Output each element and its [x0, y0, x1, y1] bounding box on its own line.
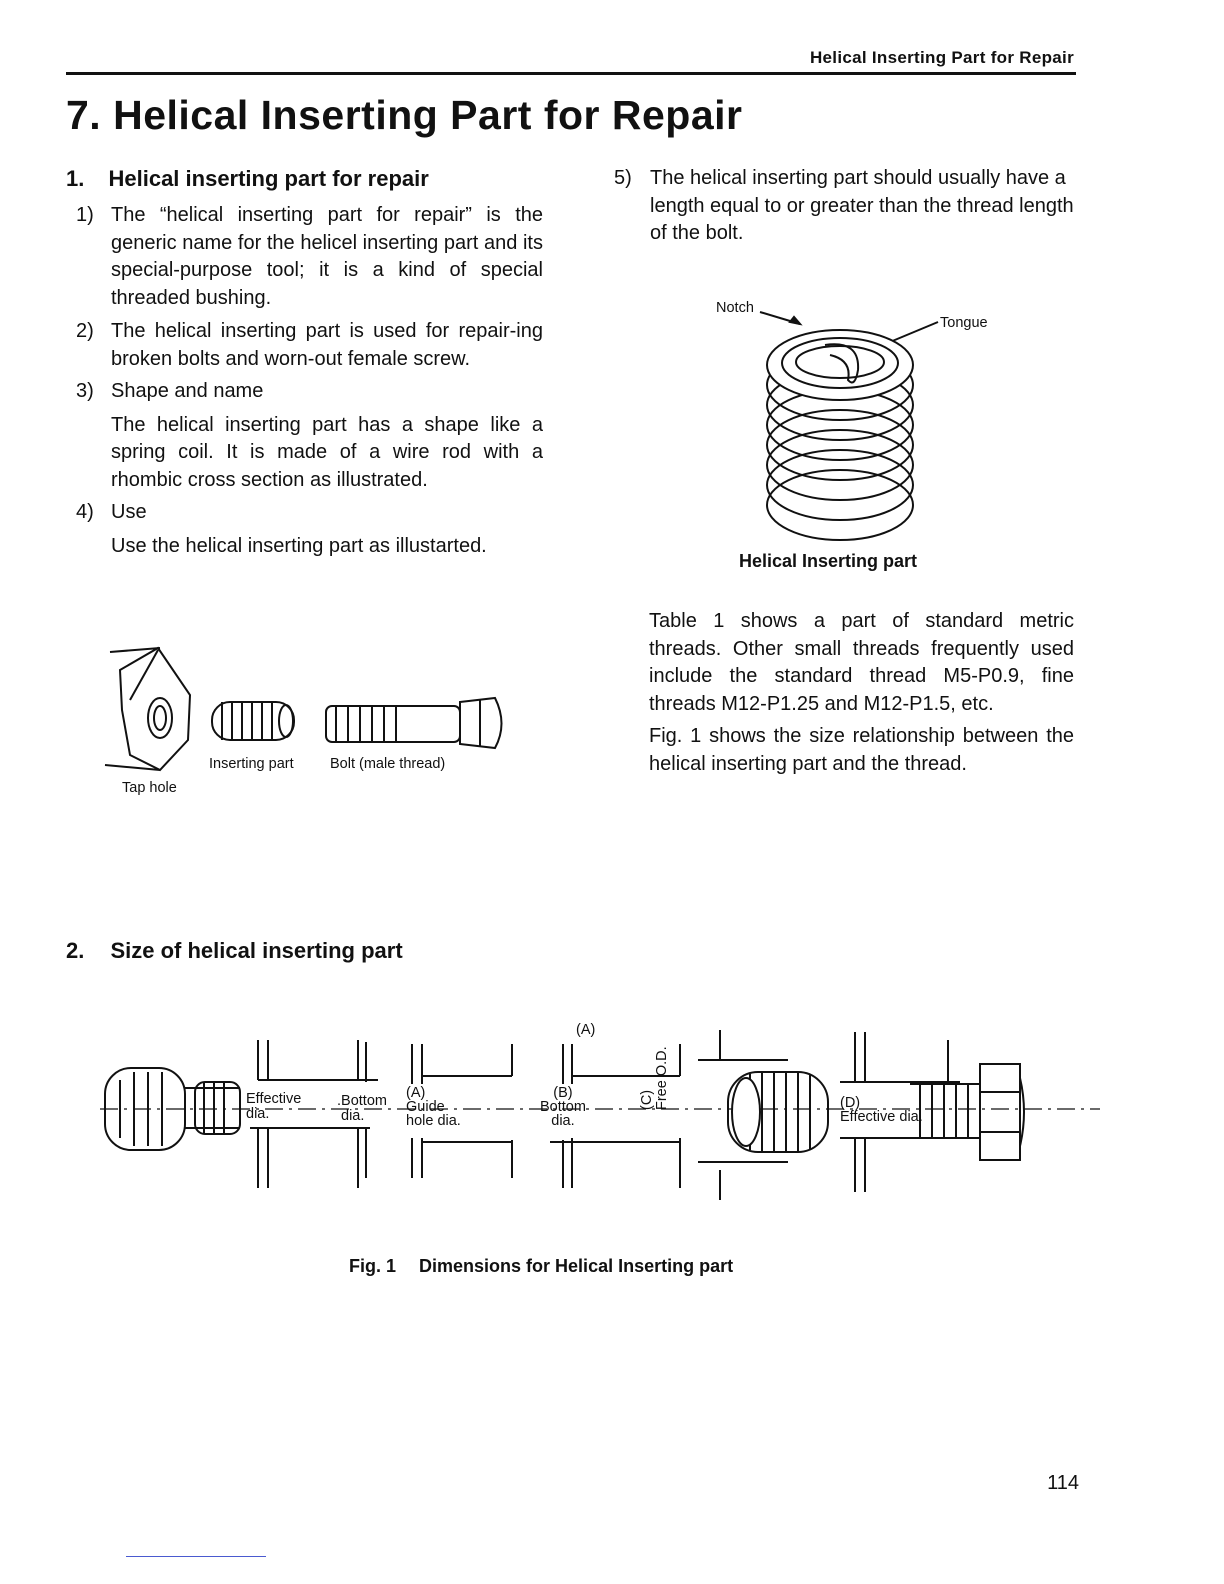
item-number: 1)	[76, 204, 94, 226]
item-subtext: Use the helical inserting part as illustarted.	[111, 534, 487, 557]
header-rule	[66, 72, 1076, 75]
footer-line	[126, 1556, 266, 1557]
effective-dia-line: Effective	[246, 1091, 302, 1107]
guide-hole-top	[412, 1044, 512, 1084]
free-od-top	[698, 1030, 788, 1060]
item-number: 2)	[76, 320, 94, 342]
coil-top-turn	[767, 330, 913, 400]
c-free-od-line: Free O.D.	[654, 1046, 670, 1110]
bottom-dia-label	[337, 1094, 387, 1124]
guide-hole-label	[406, 1086, 461, 1128]
guide-hole-line: hole dia.	[406, 1113, 461, 1129]
a-top-label: (A)	[576, 1022, 596, 1038]
guide-hole-line: (A)	[406, 1085, 426, 1101]
bottom-dia-line: dia.	[341, 1108, 365, 1124]
bolt-thread	[336, 706, 396, 742]
cap-screw-shank	[185, 1088, 240, 1128]
section2-title: Size of helical inserting part	[110, 938, 403, 963]
tap-hole-bore	[148, 698, 172, 738]
usage-drawing	[100, 640, 530, 780]
item-text: Shape and name	[111, 380, 264, 402]
d-effective-line: (D)	[840, 1095, 861, 1111]
item-text: Use	[111, 501, 147, 523]
d-effective-bottom	[840, 1138, 980, 1192]
inserting-part-label: Inserting part	[209, 756, 294, 772]
helical-insert-drawing	[740, 300, 1000, 550]
item-subtext: The helical inserting part has a shape like a spring coil. It is made of a wire rod with a rhombic cross section as illustrated.	[111, 413, 543, 491]
notch-label: Notch	[716, 300, 754, 316]
section2-heading	[66, 938, 403, 964]
inserting-part-turns	[222, 702, 272, 740]
free-od-bottom	[698, 1162, 788, 1200]
paragraph-fig1: Fig. 1 shows the size relationship between the helical inserting part and the thread.	[649, 725, 1074, 775]
effective-dia-top	[258, 1040, 378, 1082]
d-effective-top	[840, 1032, 960, 1082]
right-column-item	[614, 165, 1084, 248]
item-text: The helical inserting part is used for repair-ing broken bolts and worn-out female screw.	[111, 320, 543, 370]
fig1-caption-number: Fig. 1	[349, 1256, 397, 1276]
b-bottom-line: dia.	[551, 1113, 575, 1129]
notch-arrowhead	[790, 317, 800, 324]
fig1-caption	[349, 1256, 733, 1277]
c-free-od-label	[640, 1046, 670, 1110]
fig1-caption-text: Dimensions for Helical Inserting part	[419, 1256, 734, 1276]
d-effective-line: Effective dia.	[840, 1109, 923, 1125]
section2-number: 2.	[66, 938, 85, 963]
cap-screw-thread	[195, 1082, 240, 1134]
paragraph-table1: Table 1 shows a part of standard metric threads. Other small threads frequently used include the standard thread M5-P0.9, fine threads M12-P1.25 and M12-P1.5, etc.	[649, 610, 1074, 715]
bolt-thread-right	[920, 1084, 968, 1138]
coil-insert-end	[732, 1078, 760, 1146]
list-item	[66, 378, 543, 494]
bolt-head-right	[980, 1064, 1020, 1160]
section1-heading	[66, 166, 429, 192]
section1-number: 1.	[66, 166, 85, 191]
page-number: 114	[1047, 1472, 1079, 1494]
d-effective-label	[840, 1096, 923, 1124]
item-number: 5)	[614, 167, 632, 189]
cap-screw-thread-lines	[204, 1082, 224, 1134]
item-number: 4)	[76, 501, 94, 523]
bolt-label: Bolt (male thread)	[330, 756, 446, 772]
b-bottom-line: (B)	[553, 1085, 573, 1101]
bottom-dia-line: .Bottom	[337, 1093, 387, 1109]
tongue-label: Tongue	[940, 315, 988, 331]
coil-caption: Helical Inserting part	[739, 551, 918, 571]
section1-title: Helical inserting part for repair	[108, 166, 429, 191]
effective-dia-bottom	[250, 1128, 370, 1188]
page-title: 7. Helical Inserting Part for Repair	[66, 92, 743, 138]
b-bottom-line: Bottom	[540, 1099, 586, 1115]
tap-hole-edge	[130, 650, 158, 700]
tongue-leader	[890, 322, 938, 342]
tap-hole-label: Tap hole	[122, 780, 177, 796]
list-item	[66, 202, 543, 312]
effective-dia-line: dia.	[246, 1106, 270, 1122]
guide-hole-bottom	[412, 1138, 512, 1178]
bolt-shank	[326, 706, 460, 742]
tap-hole-bore-inner	[154, 706, 166, 730]
b-bottom-label	[540, 1086, 586, 1128]
item-text: The “helical inserting part for repair” is the generic name for the helicel inserting part and its special-purpose tool; it is a kind of special threaded bushing.	[111, 204, 543, 309]
inserting-part-end	[279, 705, 293, 737]
bolt-head-faces	[980, 1092, 1020, 1132]
item-number: 3)	[76, 380, 94, 402]
list-item	[66, 499, 543, 560]
running-header: Helical Inserting Part for Repair	[809, 48, 1074, 67]
item-text: The helical inserting part should usually have a length equal to or greater than the thread length of the bolt.	[650, 167, 1074, 244]
list-item	[66, 318, 543, 373]
c-free-od-line: (C)	[639, 1089, 655, 1110]
bottom-dia-bottom	[550, 1138, 680, 1188]
guide-hole-line: Guide	[406, 1099, 445, 1115]
effective-dia-label	[246, 1092, 301, 1122]
